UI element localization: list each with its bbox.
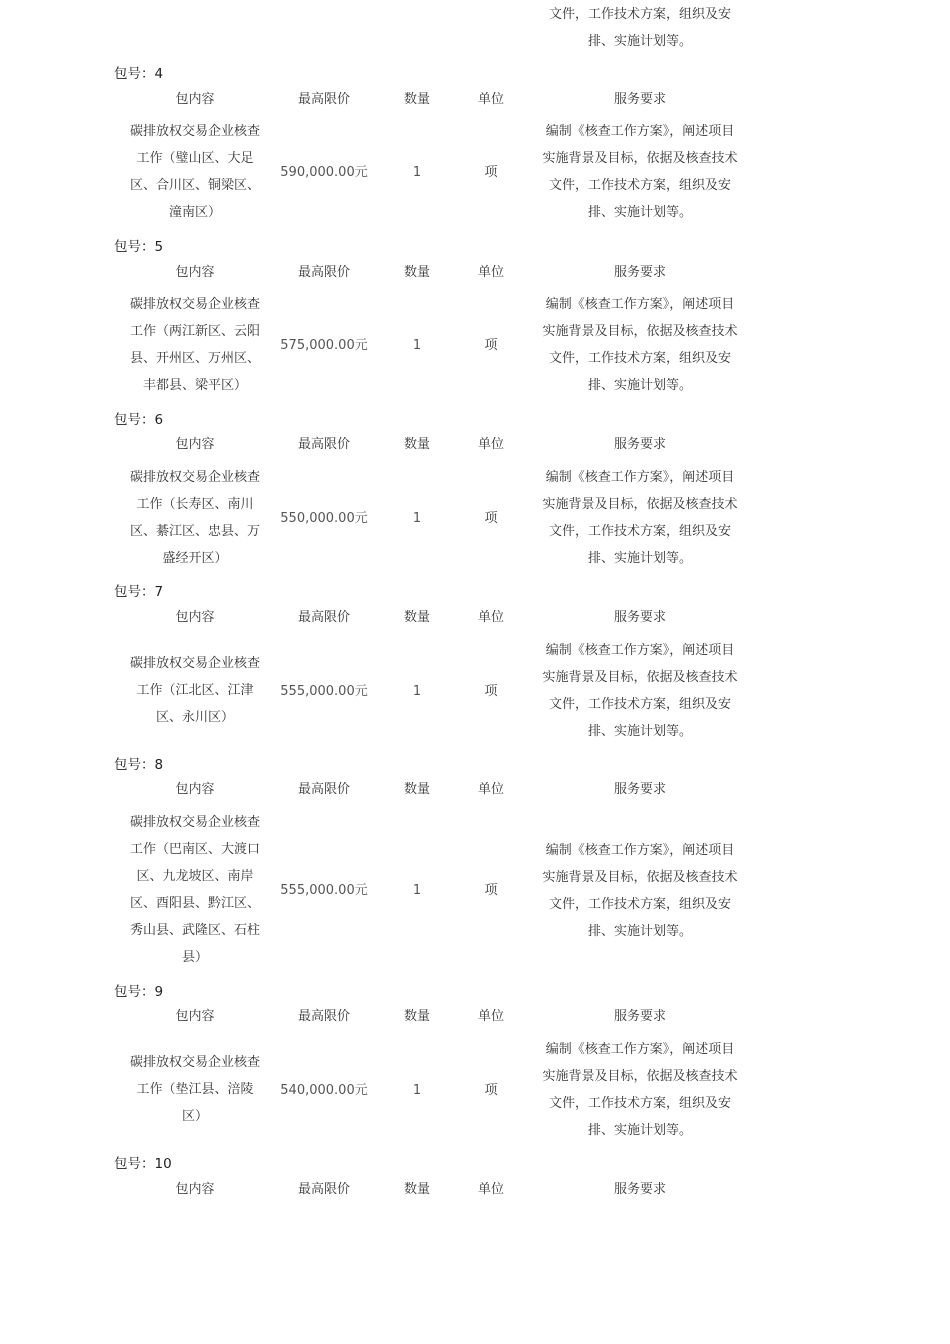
content-line: 碳排放权交易企业核查: [129, 656, 260, 671]
req-line: 排、实施计划等。: [587, 551, 692, 566]
header-price: 最高限价: [297, 782, 350, 797]
header-unit: 单位: [477, 1182, 504, 1197]
continued-service-requirement: [530, 1, 750, 55]
header-content: 包内容: [175, 1182, 215, 1197]
content-line: 县）: [181, 950, 208, 965]
unit-cell: 项: [484, 1083, 498, 1098]
content-line: 碳排放权交易企业核查: [129, 124, 260, 139]
content-line: 秀山县、武隆区、石柱: [129, 923, 260, 938]
req-line: 实施背景及目标，依据及核查技术: [542, 1069, 738, 1084]
price-cell: 550,000.00元: [280, 511, 368, 526]
header-content: 包内容: [175, 782, 215, 797]
header-qty: 数量: [403, 437, 430, 452]
package-title: 包号：10: [114, 1156, 172, 1172]
content-line: 县、开州区、万州区、: [129, 351, 260, 366]
content-cell: [122, 809, 268, 971]
req-line: 编制《核查工作方案》，阐述项目: [545, 470, 735, 485]
package-title: 包号：7: [114, 584, 164, 600]
price-cell: 575,000.00元: [280, 338, 368, 353]
req-line: 排、实施计划等。: [587, 724, 692, 739]
req-line: 实施背景及目标，依据及核查技术: [542, 324, 738, 339]
header-req: 服务要求: [613, 1009, 666, 1024]
content-line: 工作（巴南区、大渡口: [129, 842, 260, 857]
package-title: 包号：6: [114, 412, 164, 428]
header-req: 服务要求: [613, 610, 666, 625]
content-line: 碳排放权交易企业核查: [129, 815, 260, 830]
header-qty: 数量: [403, 782, 430, 797]
header-unit: 单位: [477, 437, 504, 452]
header-content: 包内容: [175, 1009, 215, 1024]
unit-cell: 项: [484, 511, 498, 526]
unit-cell: 项: [484, 684, 498, 699]
content-line: 区、綦江区、忠县、万: [129, 524, 260, 539]
header-qty: 数量: [403, 265, 430, 280]
header-req: 服务要求: [613, 1182, 666, 1197]
content-cell: [122, 1049, 268, 1130]
content-line: 区、九龙坡区、南岸: [136, 869, 254, 884]
price-cell: 555,000.00元: [280, 882, 368, 898]
table-row: [0, 1036, 950, 1146]
req-line: 排、实施计划等。: [587, 378, 692, 393]
content-line: 工作（垫江县、涪陵: [136, 1082, 254, 1097]
req-line: 文件，工作技术方案，组织及安: [548, 178, 731, 193]
req-line: 编制《核查工作方案》，阐述项目: [545, 843, 735, 858]
content-line: 碳排放权交易企业核查: [129, 1055, 260, 1070]
header-unit: 单位: [477, 610, 504, 625]
req-line: 实施背景及目标，依据及核查技术: [542, 870, 738, 885]
header-price: 最高限价: [297, 610, 350, 625]
content-line: 丰都县、梁平区）: [142, 378, 247, 393]
qty-cell: 1: [412, 1083, 422, 1098]
req-line: 文件，工作技术方案，组织及安: [548, 7, 731, 22]
content-line: 区、酉阳县、黔江区、: [129, 896, 260, 911]
header-price: 最高限价: [297, 437, 350, 452]
qty-cell: 1: [412, 165, 422, 180]
req-line: 排、实施计划等。: [587, 1123, 692, 1138]
qty-cell: 1: [412, 511, 422, 526]
header-content: 包内容: [175, 437, 215, 452]
req-line: 实施背景及目标，依据及核查技术: [542, 151, 738, 166]
package-title: 包号：4: [114, 66, 164, 82]
unit-cell: 项: [484, 338, 498, 353]
req-line: 排、实施计划等。: [587, 205, 692, 220]
header-req: 服务要求: [613, 437, 666, 452]
table-row: [0, 464, 950, 574]
content-cell: [122, 118, 268, 226]
req-cell: [530, 637, 750, 745]
header-price: 最高限价: [297, 92, 350, 107]
header-price: 最高限价: [297, 1182, 350, 1197]
header-req: 服务要求: [613, 265, 666, 280]
req-line: 文件，工作技术方案，组织及安: [548, 524, 731, 539]
header-unit: 单位: [477, 265, 504, 280]
header-price: 最高限价: [297, 265, 350, 280]
qty-cell: 1: [412, 882, 422, 898]
qty-cell: 1: [412, 684, 422, 699]
req-cell: [530, 291, 750, 399]
content-line: 区、永川区）: [155, 710, 234, 725]
price-cell: 590,000.00元: [280, 165, 368, 180]
package-title: 包号：9: [114, 984, 164, 1000]
unit-cell: 项: [484, 165, 498, 180]
req-line: 排、实施计划等。: [587, 924, 692, 939]
req-cell: [530, 464, 750, 572]
content-line: 碳排放权交易企业核查: [129, 470, 260, 485]
req-cell: [530, 1036, 750, 1144]
req-line: 文件，工作技术方案，组织及安: [548, 897, 731, 912]
header-qty: 数量: [403, 92, 430, 107]
req-cell: [530, 837, 750, 945]
header-price: 最高限价: [297, 1009, 350, 1024]
header-qty: 数量: [403, 1009, 430, 1024]
qty-cell: 1: [412, 338, 422, 353]
req-line: 文件，工作技术方案，组织及安: [548, 1096, 731, 1111]
req-line: 实施背景及目标，依据及核查技术: [542, 670, 738, 685]
header-qty: 数量: [403, 610, 430, 625]
price-cell: 555,000.00元: [280, 684, 368, 699]
req-line: 实施背景及目标，依据及核查技术: [542, 497, 738, 512]
content-line: 碳排放权交易企业核查: [129, 297, 260, 312]
table-row: [0, 809, 950, 972]
package-title: 包号：5: [114, 239, 164, 255]
req-line: 排、实施计划等。: [587, 34, 692, 49]
req-line: 编制《核查工作方案》，阐述项目: [545, 643, 735, 658]
req-line: 文件，工作技术方案，组织及安: [548, 697, 731, 712]
content-line: 工作（江北区、江津: [136, 683, 254, 698]
req-line: 编制《核查工作方案》，阐述项目: [545, 297, 735, 312]
content-cell: [122, 464, 268, 572]
table-row: [0, 637, 950, 747]
header-req: 服务要求: [613, 782, 666, 797]
req-line: 编制《核查工作方案》，阐述项目: [545, 1042, 735, 1057]
table-row: [0, 118, 950, 228]
header-qty: 数量: [403, 1182, 430, 1197]
package-title: 包号：8: [114, 757, 164, 773]
req-line: 编制《核查工作方案》，阐述项目: [545, 124, 735, 139]
header-unit: 单位: [477, 1009, 504, 1024]
content-line: 区、合川区、铜梁区、: [129, 178, 260, 193]
req-line: 文件，工作技术方案，组织及安: [548, 351, 731, 366]
content-line: 潼南区）: [168, 205, 221, 220]
header-content: 包内容: [175, 92, 215, 107]
content-line: 工作（长寿区、南川: [136, 497, 254, 512]
content-cell: [122, 291, 268, 399]
table-row: [0, 291, 950, 401]
content-line: 工作（璧山区、大足: [136, 151, 254, 166]
header-unit: 单位: [477, 782, 504, 797]
unit-cell: 项: [484, 882, 498, 898]
content-line: 盛经开区）: [162, 551, 228, 566]
content-line: 区）: [181, 1109, 208, 1124]
header-content: 包内容: [175, 610, 215, 625]
header-content: 包内容: [175, 265, 215, 280]
content-cell: [122, 650, 268, 731]
price-cell: 540,000.00元: [280, 1083, 368, 1098]
content-line: 工作（两江新区、云阳: [129, 324, 260, 339]
req-cell: [530, 118, 750, 226]
header-req: 服务要求: [613, 92, 666, 107]
header-unit: 单位: [477, 92, 504, 107]
